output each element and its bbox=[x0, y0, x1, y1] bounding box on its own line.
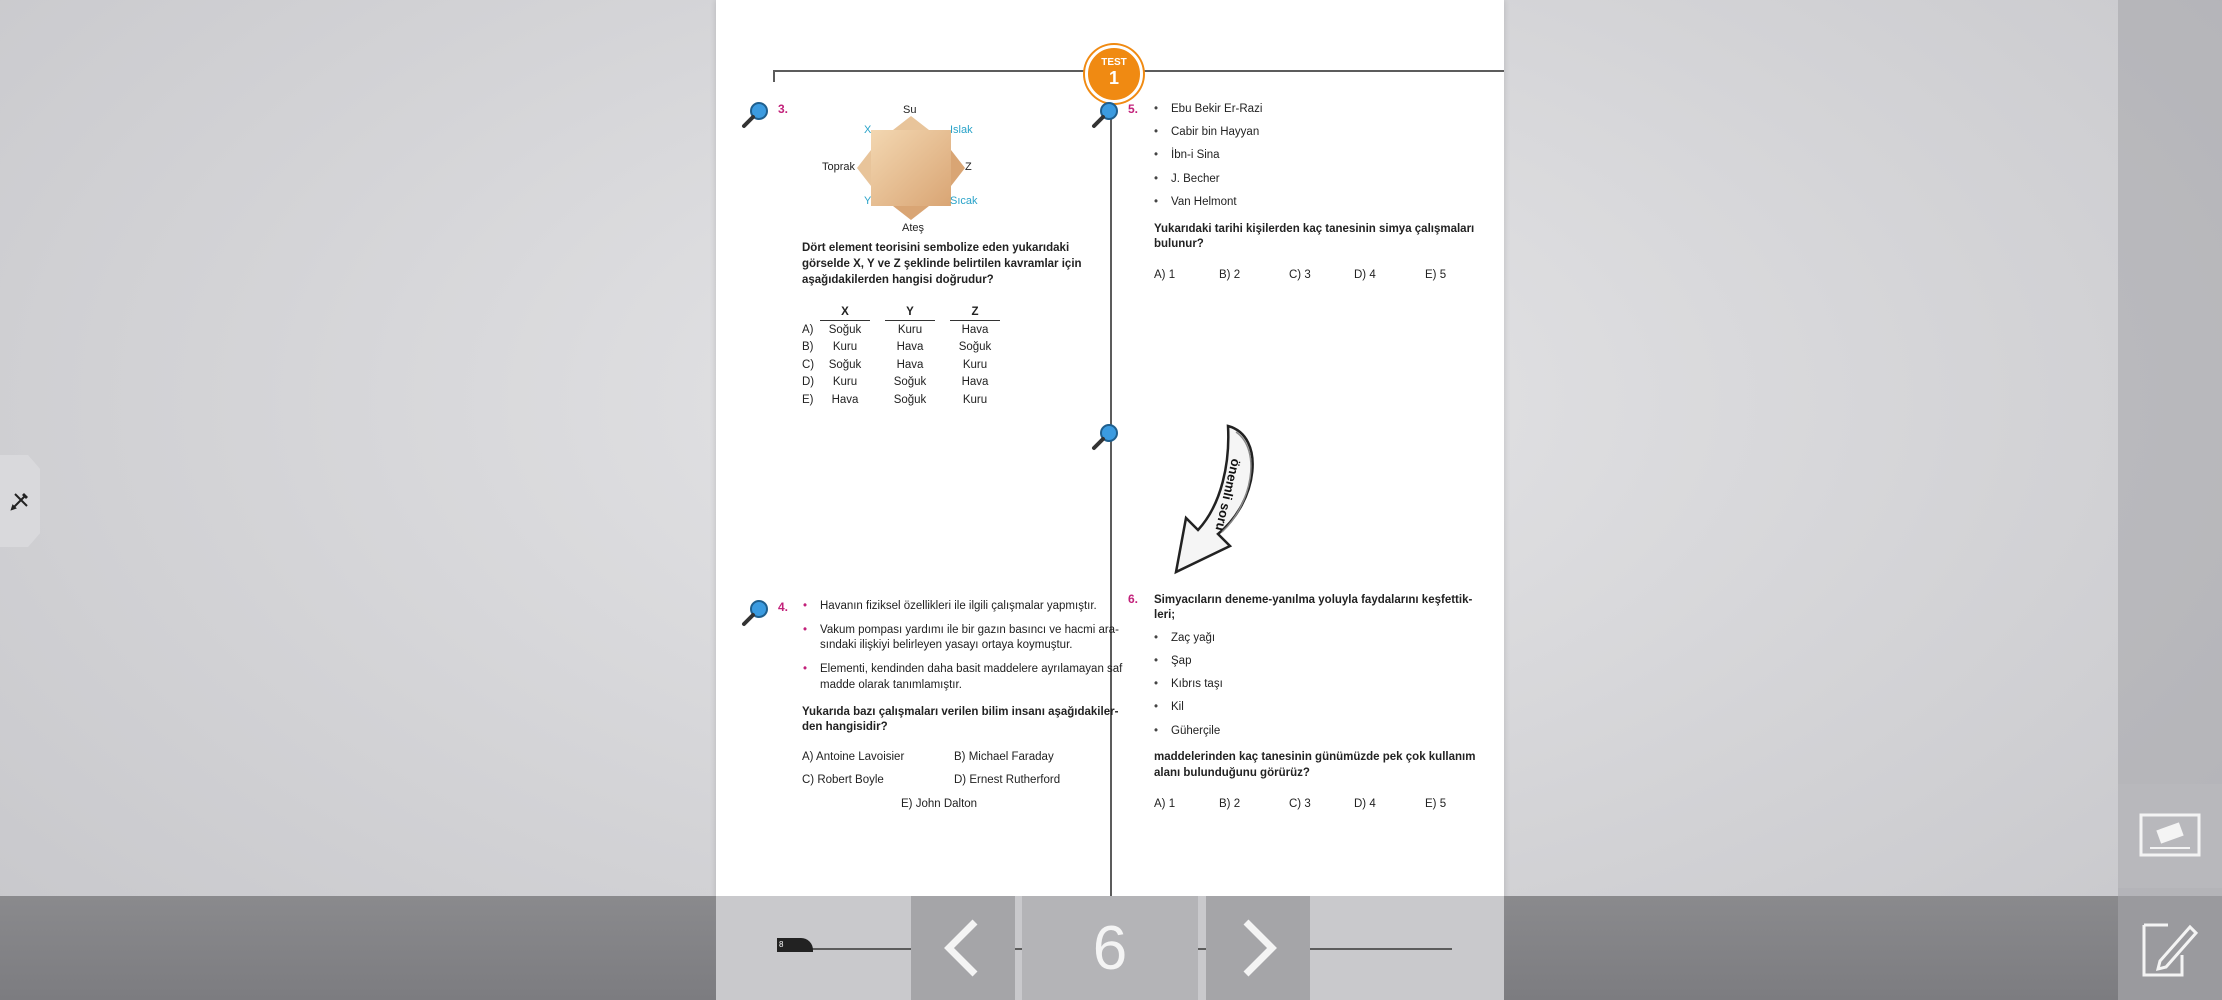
current-page-number: 6 bbox=[1092, 913, 1128, 983]
cell: Kuru bbox=[962, 393, 988, 406]
pen-tools-icon bbox=[9, 490, 31, 512]
answer-row[interactable] bbox=[802, 321, 1000, 339]
important-question-arrow-icon bbox=[1170, 422, 1270, 578]
q6-option-d[interactable]: D) 4 bbox=[1354, 798, 1376, 810]
diagram-label-left: Toprak bbox=[822, 161, 856, 173]
cell: Hava bbox=[896, 341, 924, 354]
answer-row[interactable] bbox=[802, 391, 1000, 409]
q4-option-a[interactable]: A) Antoine Lavoisier bbox=[802, 751, 905, 763]
diagram-label-islak: Islak bbox=[950, 124, 973, 136]
top-left-rule-tick bbox=[773, 70, 775, 82]
cell: Soğuk bbox=[828, 323, 862, 336]
answer-row[interactable] bbox=[802, 356, 1000, 374]
q4-option-c[interactable]: C) Robert Boyle bbox=[802, 774, 884, 786]
q5-option-e[interactable]: E) 5 bbox=[1425, 269, 1447, 281]
q5-question-line2: bulunur? bbox=[1154, 238, 1204, 250]
cell: Soğuk bbox=[828, 358, 862, 371]
diagram-label-sicak: Sıcak bbox=[950, 195, 978, 207]
q4-bullet-3: • Elementi, kendinden daha basit maddelere ayrılamayan saf bbox=[820, 661, 1122, 677]
drawing-tools-tab[interactable] bbox=[0, 455, 40, 547]
q6-option-c[interactable]: C) 3 bbox=[1289, 798, 1311, 810]
option-label: D) bbox=[802, 376, 815, 389]
cell: Kuru bbox=[897, 323, 923, 336]
option-label: E) bbox=[802, 393, 814, 406]
zoom-question-5-icon[interactable] bbox=[1090, 100, 1120, 130]
notes-button[interactable] bbox=[2118, 896, 2222, 1000]
q4-option-d[interactable]: D) Ernest Rutherford bbox=[954, 774, 1061, 786]
zoom-question-3-icon[interactable] bbox=[740, 100, 770, 130]
cell: Kuru bbox=[832, 376, 858, 389]
q4-bullet-3-cont: madde olarak tanımlamıştır. bbox=[820, 679, 962, 691]
q6-item-4: • Kil bbox=[1171, 699, 1184, 715]
q5-question-line1: Yukarıdaki tarihi kişilerden kaç tanesinin simya çalışmaları bbox=[1154, 223, 1475, 235]
question-5-number: 5. bbox=[1128, 102, 1139, 116]
q6-item-5: • Güherçile bbox=[1171, 723, 1220, 739]
diagram-label-top: Su bbox=[903, 104, 917, 116]
q6-question-line1: Simyacıların deneme-yanılma yoluyla faydalarını keşfettik- bbox=[1154, 594, 1473, 606]
q6-option-e[interactable]: E) 5 bbox=[1425, 798, 1447, 810]
diagram-label-right: Z bbox=[965, 161, 972, 173]
q6-option-b[interactable]: B) 2 bbox=[1219, 798, 1241, 810]
cell: Hava bbox=[896, 358, 924, 371]
q6-item-1: • Zaç yağı bbox=[1171, 630, 1215, 646]
zoom-question-4-icon[interactable] bbox=[740, 598, 770, 628]
test-badge bbox=[1085, 45, 1143, 103]
q5-option-c[interactable]: C) 3 bbox=[1289, 269, 1311, 281]
q5-name-4: • J. Becher bbox=[1171, 171, 1220, 187]
important-question-label: önemli soru bbox=[1212, 457, 1244, 533]
zoom-question-6-icon[interactable] bbox=[1090, 422, 1120, 452]
q5-name-2: • Cabir bin Hayyan bbox=[1171, 124, 1259, 140]
chevron-left-icon bbox=[941, 918, 985, 978]
q4-bullet-2-cont: sındaki ilişkiyi belirleyen yasayı ortaya koymuştur. bbox=[820, 639, 1073, 651]
q6-item-2: • Şap bbox=[1171, 653, 1191, 669]
question-4-number: 4. bbox=[778, 600, 789, 614]
header-y: Y bbox=[885, 304, 935, 321]
q4-option-b[interactable]: B) Michael Faraday bbox=[954, 751, 1054, 763]
q5-option-d[interactable]: D) 4 bbox=[1354, 269, 1376, 281]
q4-option-e[interactable]: E) John Dalton bbox=[901, 798, 978, 810]
eraser-icon bbox=[2138, 812, 2202, 860]
eraser-button[interactable] bbox=[2118, 784, 2222, 888]
q5-name-3: • İbn-i Sina bbox=[1171, 147, 1220, 163]
previous-page-button[interactable] bbox=[911, 896, 1015, 1000]
answer-row[interactable] bbox=[802, 339, 1000, 357]
column-divider bbox=[1110, 95, 1112, 950]
cell: Soğuk bbox=[893, 376, 927, 389]
q5-name-1: • Ebu Bekir Er-Razi bbox=[1171, 101, 1262, 117]
q5-option-a[interactable]: A) 1 bbox=[1154, 269, 1176, 281]
q4-question-line1: Yukarıda bazı çalışmaları verilen bilim insanı aşağıdakiler- bbox=[802, 706, 1119, 718]
next-page-button[interactable] bbox=[1206, 896, 1310, 1000]
cell: Kuru bbox=[962, 358, 988, 371]
q6-option-a[interactable]: A) 1 bbox=[1154, 798, 1176, 810]
header-z: Z bbox=[950, 304, 1000, 321]
question-3-number: 3. bbox=[778, 102, 789, 116]
test-number: 1 bbox=[1108, 68, 1119, 88]
current-page-indicator bbox=[1022, 896, 1198, 1000]
q5-option-b[interactable]: B) 2 bbox=[1219, 269, 1241, 281]
test-label: TEST bbox=[1101, 57, 1127, 68]
answer-table-header bbox=[802, 304, 1000, 321]
option-label: A) bbox=[802, 323, 814, 336]
q6-question2-line1: maddelerinden kaç tanesinin günümüzde pek çok kullanım bbox=[1154, 751, 1476, 763]
chevron-right-icon bbox=[1236, 918, 1280, 978]
page-tab-number: 8 bbox=[779, 940, 784, 949]
q4-question-line2: den hangisidir? bbox=[802, 721, 888, 733]
cell: Hava bbox=[831, 393, 859, 406]
q6-question2-line2: alanı bulunduğunu görürüz? bbox=[1154, 767, 1310, 779]
q4-bullet-2: • Vakum pompası yardımı ile bir gazın basıncı ve hacmi ara- bbox=[820, 622, 1119, 638]
option-label: B) bbox=[802, 341, 814, 354]
answer-row[interactable] bbox=[802, 374, 1000, 392]
question-6-number: 6. bbox=[1128, 592, 1139, 606]
diagram-label-y: Y bbox=[864, 195, 872, 207]
q5-name-5: • Van Helmont bbox=[1171, 194, 1237, 210]
page-tab bbox=[777, 938, 813, 952]
cell: Soğuk bbox=[958, 341, 992, 354]
cell: Soğuk bbox=[893, 393, 927, 406]
q6-question-line2: leri; bbox=[1154, 609, 1176, 621]
header-x: X bbox=[820, 304, 870, 321]
cell: Hava bbox=[961, 376, 989, 389]
cell: Hava bbox=[961, 323, 989, 336]
q6-item-3: • Kıbrıs taşı bbox=[1171, 676, 1223, 692]
diagram-label-bottom: Ateş bbox=[902, 222, 925, 234]
q4-bullet-1: • Havanın fiziksel özellikleri ile ilgili çalışmalar yapmıştır. bbox=[820, 598, 1097, 614]
notes-edit-icon bbox=[2140, 917, 2200, 979]
option-label: C) bbox=[802, 358, 815, 371]
question-3-answer-table bbox=[802, 304, 1000, 409]
cell: Kuru bbox=[832, 341, 858, 354]
diagram-label-x: X bbox=[864, 124, 872, 136]
question-3-text: Dört element teorisini sembolize eden yukarıdaki görselde X, Y ve Z şeklinde belirtilen kavramlar için aşağıdakilerden hangisi doğrudur? bbox=[802, 242, 1082, 286]
